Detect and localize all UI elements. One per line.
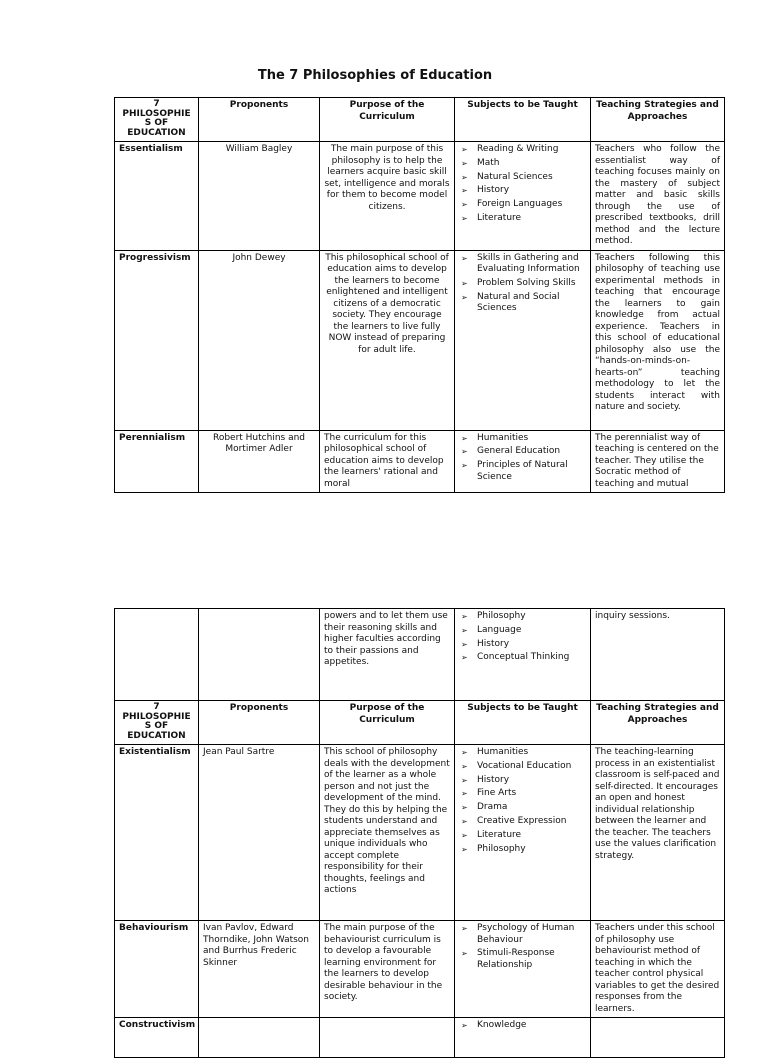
subjects-cell: [455, 921, 591, 1018]
subjects-list: [459, 611, 586, 664]
subject-item: ➢ Problem Solving Skills: [459, 278, 586, 290]
strategies-cell: The teaching-learning process in an existentialist classroom is self-paced and self-directed. It encourages an open and honest individual relationship between the learner and the teacher. The teachers use the values clarification strategy.: [591, 745, 725, 921]
subject-item: ➢ Philosophy: [459, 844, 586, 856]
subject-item: ➢ Stimuli-Response Relationship: [459, 948, 586, 971]
philosophy-name: Perennialism: [115, 430, 199, 493]
subject-item: ➢ Language: [459, 625, 586, 637]
subjects-cell: [455, 609, 591, 701]
table-row: [115, 430, 725, 493]
document-title: The 7 Philosophies of Education: [257, 68, 493, 83]
subject-item: ➢ Psychology of Human Behaviour: [459, 923, 586, 946]
philosophy-name: Essentialism: [115, 142, 199, 251]
subjects-cell: [455, 142, 591, 251]
subjects-list: [459, 923, 586, 971]
proponents-cell: Ivan Pavlov, Edward Thorndike, John Watson and Burrhus Frederic Skinner: [199, 921, 320, 1018]
philosophy-name: Existentialism: [115, 745, 199, 921]
table-row: [115, 250, 725, 430]
subjects-cell: [455, 430, 591, 493]
purpose-cell: powers and to let them use their reasoning skills and higher faculties according to their passions and appetites.: [320, 609, 455, 701]
subject-item: ➢ Natural and Social Sciences: [459, 292, 586, 315]
purpose-cell: The main purpose of the behaviourist curriculum is to develop a favourable learning environment for the learners to develop desirable behaviour in the society.: [320, 921, 455, 1018]
header-subjects: Subjects to be Taught: [455, 701, 591, 745]
subjects-cell: [455, 745, 591, 921]
table-header-row: [115, 701, 725, 745]
subject-item: ➢ Drama: [459, 802, 586, 814]
header-strategies: Teaching Strategies and Approaches: [591, 701, 725, 745]
purpose-cell: This school of philosophy deals with the development of the learner as a whole person and not just the development of the mind. They do this by helping the students understand and appreciate themselves as unique individuals who accept complete responsibility for their thoughts, feelings and actions: [320, 745, 455, 921]
subjects-list: [459, 1020, 586, 1032]
subject-item: ➢ History: [459, 185, 586, 197]
proponents-cell: John Dewey: [199, 250, 320, 430]
empty-cell: [199, 609, 320, 701]
proponents-cell: Jean Paul Sartre: [199, 745, 320, 921]
philosophies-table-page-1: [114, 97, 725, 493]
subject-item: ➢ General Education: [459, 446, 586, 458]
purpose-cell: This philosophical school of education aims to develop the learners to become enlightened and intelligent citizens of a democratic society. They encourage the learners to live fully NOW instead of preparing for adult life.: [320, 250, 455, 430]
subjects-list: [459, 433, 586, 484]
header-philosophies: 7 PHILOSOPHIE S OF EDUCATION: [115, 98, 199, 142]
subject-item: ➢ Fine Arts: [459, 788, 586, 800]
strategies-cell: inquiry sessions.: [591, 609, 725, 701]
subject-item: ➢ Conceptual Thinking: [459, 652, 586, 664]
subject-item: ➢ Reading & Writing: [459, 144, 586, 156]
subject-item: ➢ Vocational Education: [459, 761, 586, 773]
subject-item: ➢ Principles of Natural Science: [459, 460, 586, 483]
header-proponents: Proponents: [199, 98, 320, 142]
strategies-cell: Teachers following this philosophy of teaching use experimental methods in teaching that encourage the learners to gain knowledge from actual experience. Teachers in this school of educational philosophy also use the “hands-on-minds-on-hearts-on” teaching methodology to let the students interact with nature and society.: [591, 250, 725, 430]
subject-item: ➢ Creative Expression: [459, 816, 586, 828]
philosophy-name: Progressivism: [115, 250, 199, 430]
subject-item: ➢ Literature: [459, 830, 586, 842]
purpose-cell: The curriculum for this philosophical school of education aims to develop the learners' rational and moral: [320, 430, 455, 493]
subject-item: ➢ Literature: [459, 213, 586, 225]
header-subjects: Subjects to be Taught: [455, 98, 591, 142]
strategies-cell: Teachers who follow the essentialist way of teaching focuses mainly on the mastery of subject matter and basic skills through the use of prescribed textbooks, drill method and the lecture method.: [591, 142, 725, 251]
subject-item: ➢ Humanities: [459, 433, 586, 445]
subject-item: ➢ Foreign Languages: [459, 199, 586, 211]
subjects-list: [459, 144, 586, 224]
table-header-row: [115, 98, 725, 142]
empty-cell: [115, 609, 199, 701]
strategies-cell: Teachers under this school of philosophy use behaviourist method of teaching in which the teacher control physical variables to get the desired responses from the learners.: [591, 921, 725, 1018]
header-strategies: Teaching Strategies and Approaches: [591, 98, 725, 142]
philosophy-name: Behaviourism: [115, 921, 199, 1018]
header-philosophies: 7 PHILOSOPHIE S OF EDUCATION: [115, 701, 199, 745]
subject-item: ➢ Skills in Gathering and Evaluating Information: [459, 253, 586, 276]
subject-item: ➢ Natural Sciences: [459, 172, 586, 184]
header-proponents: Proponents: [199, 701, 320, 745]
table-row: [115, 921, 725, 1018]
table-row: [115, 142, 725, 251]
purpose-cell: The main purpose of this philosophy is to help the learners acquire basic skill set, intelligence and morals for them to become model citizens.: [320, 142, 455, 251]
subjects-list: [459, 747, 586, 855]
subject-item: ➢ Math: [459, 158, 586, 170]
proponents-cell: Robert Hutchins and Mortimer Adler: [199, 430, 320, 493]
subject-item: ➢ Philosophy: [459, 611, 586, 623]
subject-item: ➢ Knowledge: [459, 1020, 586, 1032]
table-row: [115, 745, 725, 921]
table-row-continuation: [115, 609, 725, 701]
strategies-cell: The perennialist way of teaching is centered on the teacher. They utilise the Socratic method of teaching and mutual: [591, 430, 725, 493]
proponents-cell: William Bagley: [199, 142, 320, 251]
subjects-cell: [455, 250, 591, 430]
subject-item: ➢ History: [459, 775, 586, 787]
philosophies-table-page-2: [114, 608, 725, 1058]
philosophy-name: Constructivism: [115, 1018, 199, 1058]
subject-item: ➢ History: [459, 639, 586, 651]
subjects-list: [459, 253, 586, 315]
header-purpose: Purpose of the Curriculum: [320, 98, 455, 142]
subject-item: ➢ Humanities: [459, 747, 586, 759]
header-purpose: Purpose of the Curriculum: [320, 701, 455, 745]
